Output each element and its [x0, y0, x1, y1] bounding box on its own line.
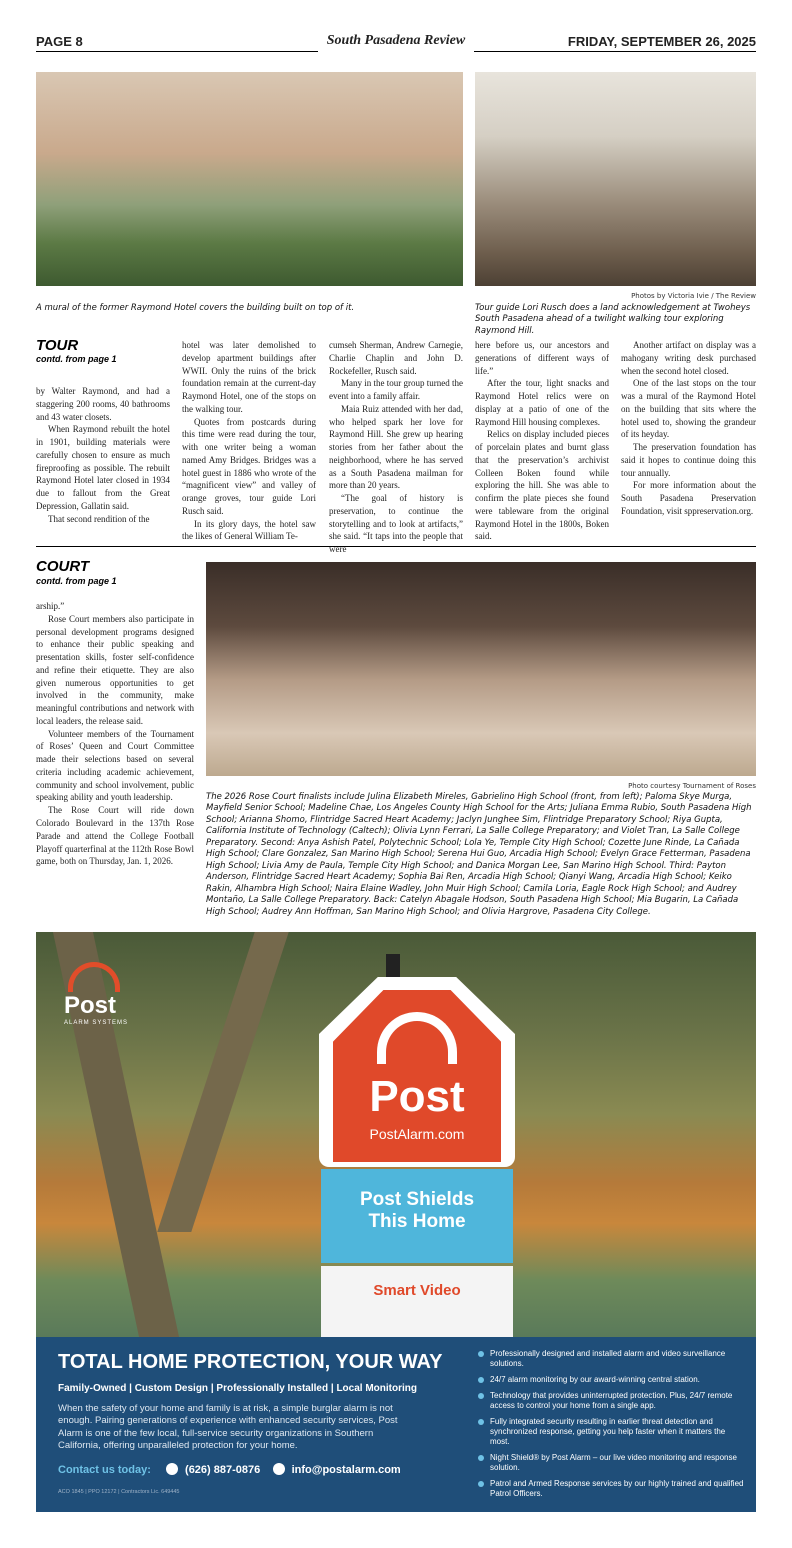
mural-caption: A mural of the former Raymond Hotel covers the building built on top of it. — [36, 303, 355, 313]
feature-list — [478, 1349, 746, 1505]
sign-shield-line-1: Post Shields — [359, 1189, 475, 1210]
paragraph: here before us, our ancestors and generations of different ways of life.” — [475, 340, 609, 376]
raymond-hotel-mural-photo — [36, 72, 463, 286]
paragraph: arship.” — [36, 601, 65, 611]
phone-icon — [166, 1463, 178, 1475]
paragraph: When Raymond rebuilt the hotel in 1901, building materials were carefully chosen to ensure as much fireproofing as possible. The rebuilt Raymond Hotel later closed in 1934 due to fallout from the Great Depression, Gallatin said. — [36, 424, 170, 511]
tour-column-2 — [182, 339, 316, 543]
list-item: Professionally designed and installed alarm and video surveillance solutions. — [478, 1349, 746, 1369]
ad-blurb: When the safety of your home and family is at risk, a simple burglar alarm is not enough. Pairing generations of experience with enhanced security services, Post Alarm is one of the few local, full-service security organizations in Southern California, offering unparalleled protection for your home. — [58, 1403, 398, 1452]
logo-word: Post — [64, 992, 117, 1019]
sign-brand: Post — [369, 1072, 465, 1121]
tour-caption: Tour guide Lori Rusch does a land acknowledgement at Twoheys South Pasadena ahead of a twilight walking tour exploring Raymond Hill. — [475, 303, 751, 336]
paragraph: The Rose Court will ride down Colorado Boulevard in the 137th Rose Parade and attend the College Football Playoff quarterfinal at the 112th Rose Bowl game, both on Thursday, Jan. 1, 2026. — [36, 805, 194, 867]
sign-shield-line-2: This Home — [368, 1210, 466, 1232]
paragraph: Many in the tour group turned the event into a family affair. — [329, 378, 463, 402]
paragraph: hotel was later demolished to develop apartment buildings after WWII. Only the ruins of the brick foundation remain at the current-day Raymond Hotel, one of the stops on the walking tour. — [182, 340, 316, 414]
page-header — [36, 34, 756, 54]
ad-info-panel — [36, 1337, 756, 1512]
paragraph: That second rendition of the — [48, 513, 150, 524]
tour-kicker: TOUR — [36, 337, 79, 354]
list-item: Technology that provides uninterrupted protection. Plus, 24/7 remote access to control your home from a single app. — [478, 1391, 746, 1411]
paragraph: “The goal of history is preservation, to continue the storytelling and to look at artifacts,” she said. “It taps into the people that were — [329, 493, 463, 555]
court-kicker: COURT — [36, 558, 90, 575]
court-contd: contd. from page 1 — [36, 576, 117, 586]
tour-contd: contd. from page 1 — [36, 354, 117, 364]
court-caption: The 2026 Rose Court finalists include Julina Elizabeth Mireles, Gabrielino High School (front, from left); Paloma Skye Murga, Mayfield Senior School; Madeline Chae, Los Angeles County High School for the Arts; Juliana Emma Rubio, South Pasadena High School; Arianna Shomo, Flintridge Sacred Heart Academy; Jaclyn Junghee Sim, Flintridge Preparatory School; Riya Gupta, California Institute of Technology (Caltech); Olivia Lynn Ferrari, La Salle College Preparatory; and Violet Tran, La Salle College Preparatory. Second: Anya Ashish Patel, Polytechnic School; Lola Ye, Temple City High School; Cozette June Rinde, La Cañada High School; Clare Gonzalez, San Marino High School; Serena Hui Guo, Arcadia High School; Evelyn Grace Fetterman, Pasadena High School; Livia Amy de Paula, Temple City High School; and Danica Morgan Lee, San Marino High School. Third: Payton Anderson, Flintridge Sacred Heart Academy; Sophia Bai Ren, Arcadia High School; Qianyi Wang, Arcadia High School; Keiko Rakin, Alhambra High School; Naira Elaine Wadley, John Muir High School; Camila Loria, Eagle Rock High School; and Audrey Montaño, La Salle College Preparatory. Back: Catelyn Abagale Hodson, South Pasadena High School; Mia Bugarin, La Cañada High School; Audrey Ann Hoffman, San Marino High School; and Olivia Hargrove, Pasadena City College. — [206, 792, 752, 917]
issue-date: FRIDAY, SEPTEMBER 26, 2025 — [567, 34, 756, 49]
paragraph: The preservation foundation has said it hopes to continue doing this tour annually. — [621, 442, 756, 478]
phone-number[interactable]: (626) 887-0876 — [185, 1464, 261, 1476]
ad-tagline: Family-Owned | Custom Design | Professionally Installed | Local Monitoring — [58, 1383, 417, 1394]
header-rule-left — [36, 51, 318, 52]
logo-sub: ALARM SYSTEMS — [64, 1020, 129, 1026]
paragraph: For more information about the South Pasadena Preservation Foundation, visit sppreservation.org. — [621, 480, 756, 516]
paragraph: After the tour, light snacks and Raymond Hotel relics were on display at a patio of one of the Raymond Hill housing complexes. — [475, 378, 609, 427]
list-item: 24/7 alarm monitoring by our award-winning central station. — [478, 1375, 746, 1385]
paragraph: Another artifact on display was a mahogany writing desk purchased when the second hotel closed. — [621, 340, 756, 376]
post-alarm-advertisement[interactable] — [36, 932, 756, 1512]
paragraph: Maia Ruiz attended with her dad, who helped spark her love for Raymond Hill. She grew up hearing stories from her father about the neighborhood, where he has served as a South Pasadena mailman for more than 20 years. — [329, 403, 463, 491]
list-item: Patrol and Armed Response services by our highly trained and qualified Patrol Officers. — [478, 1479, 746, 1499]
sign-url: PostAlarm.com — [369, 1126, 465, 1142]
paragraph: Rose Court members also participate in personal development programs designed to enhance their public speaking and presentation skills, foster self-confidence and refine their etiquette. They are also given numerous opportunities to get involved in the community, make meaningful contributions and network with local leaders, the release said. — [36, 613, 194, 726]
rose-court-group-photo — [206, 562, 756, 776]
sign-video-text: Smart Video — [373, 1282, 461, 1299]
list-item: Fully integrated security resulting in earlier threat detection and synchronized response, getting you help faster when it matters the most. — [478, 1417, 746, 1447]
paragraph: by Walter Raymond, and had a staggering 200 rooms, 40 bathrooms and 43 water closets. — [36, 386, 170, 422]
paragraph: Quotes from postcards during this time were read during the tour, with one writer being a woman named Amy Bridges. Bridges was a hotel guest in 1886 who wrote of the “magnificent view” and valley of orange groves, tour guide Lori Rusch said. — [182, 416, 316, 516]
house-roof-icon — [68, 962, 120, 992]
ad-headline: TOTAL HOME PROTECTION, YOUR WAY — [58, 1351, 443, 1373]
tour-guide-photo — [475, 72, 756, 286]
section-divider — [36, 546, 756, 547]
email-icon — [273, 1463, 285, 1475]
paragraph: One of the last stops on the tour was a mural of the Raymond Hotel on the building that sits where the hotel used to, showing the grandeur of its heyday. — [621, 378, 756, 440]
page-number: PAGE 8 — [36, 34, 83, 49]
tour-column-1 — [36, 385, 170, 525]
sign-video-panel — [321, 1266, 513, 1337]
paragraph: In its glory days, the hotel saw the likes of General William Te- — [182, 518, 316, 542]
list-item: Night Shield® by Post Alarm – our live video monitoring and response solution. — [478, 1453, 746, 1473]
tour-column-5 — [621, 339, 756, 518]
ad-contact — [58, 1463, 401, 1476]
license-numbers: ACO 1845 | PPO 12172 | Contractors Lic. 649445 — [58, 1489, 180, 1495]
paragraph: cumseh Sherman, Andrew Carnegie, Charlie Chaplin and John D. Rockefeller, Rusch said. — [329, 340, 463, 376]
sign-shield-panel — [321, 1169, 513, 1263]
court-photo-credit: Photo courtesy Tournament of Roses — [628, 782, 756, 790]
header-rule-right — [474, 51, 756, 52]
tour-photo-credit: Photos by Victoria Ivie / The Review — [631, 292, 756, 300]
court-column — [36, 600, 194, 868]
tour-column-4 — [475, 339, 609, 543]
paragraph: Volunteer members of the Tournament of Roses’ Queen and Court Committee made their selections based on several criteria including academic achievement, community and school involvement, public speaking ability and youth leadership. — [36, 728, 194, 803]
masthead: South Pasadena Review — [326, 33, 466, 48]
contact-label: Contact us today: — [58, 1464, 151, 1476]
paragraph: Relics on display included pieces of porcelain plates and burnt glass that the preservation’s archivist Colleen Boken found while exploring the hill. She was able to confirm the plate pieces she found were tableware from the original Raymond Hotel in the 1800s, Boken said. — [475, 429, 609, 542]
tour-column-3 — [329, 339, 463, 556]
email-address[interactable]: info@postalarm.com — [291, 1464, 401, 1476]
post-alarm-logo — [64, 962, 154, 1026]
